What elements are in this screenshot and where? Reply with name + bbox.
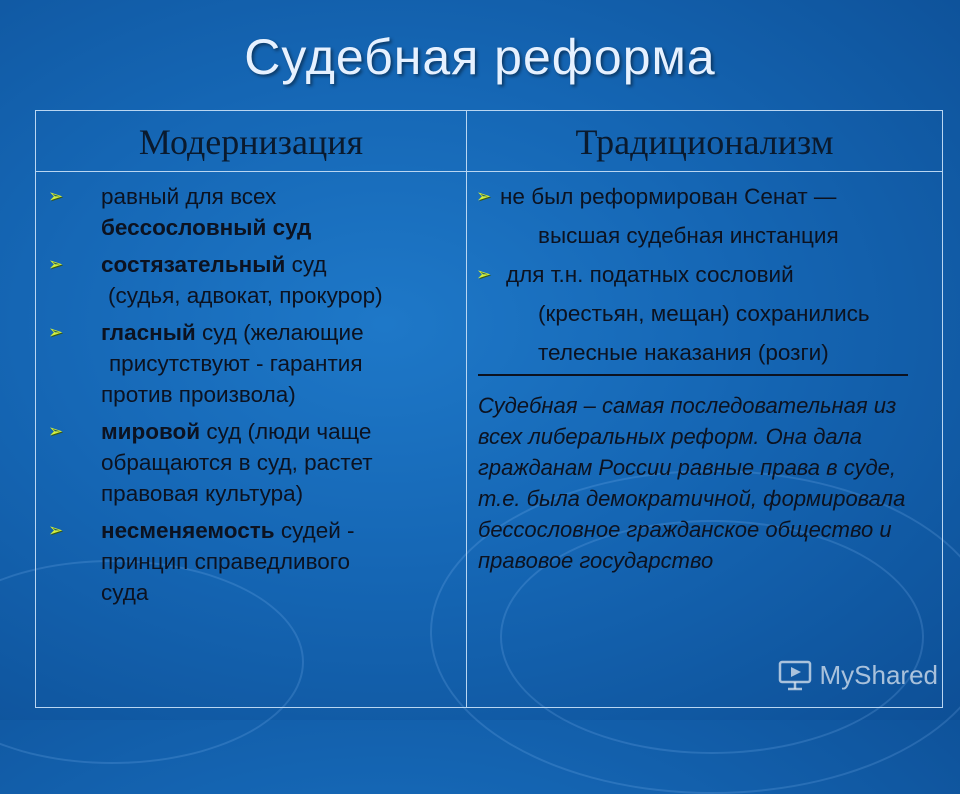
list-item: ➢ для т.н. податных сословий (крестьян, мещан) сохранились телесные наказания (розги) [476, 259, 936, 368]
arrow-bullet-icon: ➢ [476, 264, 492, 284]
conclusion-text: Судебная – самая последовательная из всех либеральных реформ. Она дала гражданам России равные права в суде, т.е. была демократичной, формировала бессословное гражданское общество и правовое государство [478, 393, 906, 573]
arrow-bullet-icon: ➢ [476, 186, 492, 206]
modernization-header: Модернизация [138, 122, 364, 162]
list-item: ➢ состязательный суд (судья, адвокат, прокурор) [48, 249, 458, 311]
modernization-column [48, 181, 458, 614]
list-item: ➢ гласный суд (желающие присутствуют - гарантия против произвола) [48, 317, 458, 410]
list-item: ➢ мировой суд (люди чаще обращаются в суд, растет правовая культура) [48, 416, 458, 509]
traditionalism-column [476, 181, 936, 576]
watermark [778, 658, 939, 692]
watermark-text: MyShared [819, 659, 938, 690]
slide-title: Судебная реформа [244, 29, 716, 85]
list-item: ➢ не был реформирован Сенат — высшая судебная инстанция [476, 181, 936, 251]
separator-line [478, 374, 908, 376]
arrow-bullet-icon: ➢ [48, 520, 64, 540]
arrow-bullet-icon: ➢ [48, 254, 64, 274]
header-divider [36, 171, 942, 172]
arrow-bullet-icon: ➢ [48, 421, 64, 441]
traditionalism-header: Традиционализм [575, 122, 834, 162]
presentation-icon [778, 658, 812, 692]
comparison-table [35, 110, 943, 708]
list-item: ➢ равный для всех бессословный суд [48, 181, 458, 243]
list-item: ➢ несменяемость судей - принцип справедливого суда [48, 515, 458, 608]
arrow-bullet-icon: ➢ [48, 186, 64, 206]
arrow-bullet-icon: ➢ [48, 322, 64, 342]
column-divider [466, 111, 467, 707]
